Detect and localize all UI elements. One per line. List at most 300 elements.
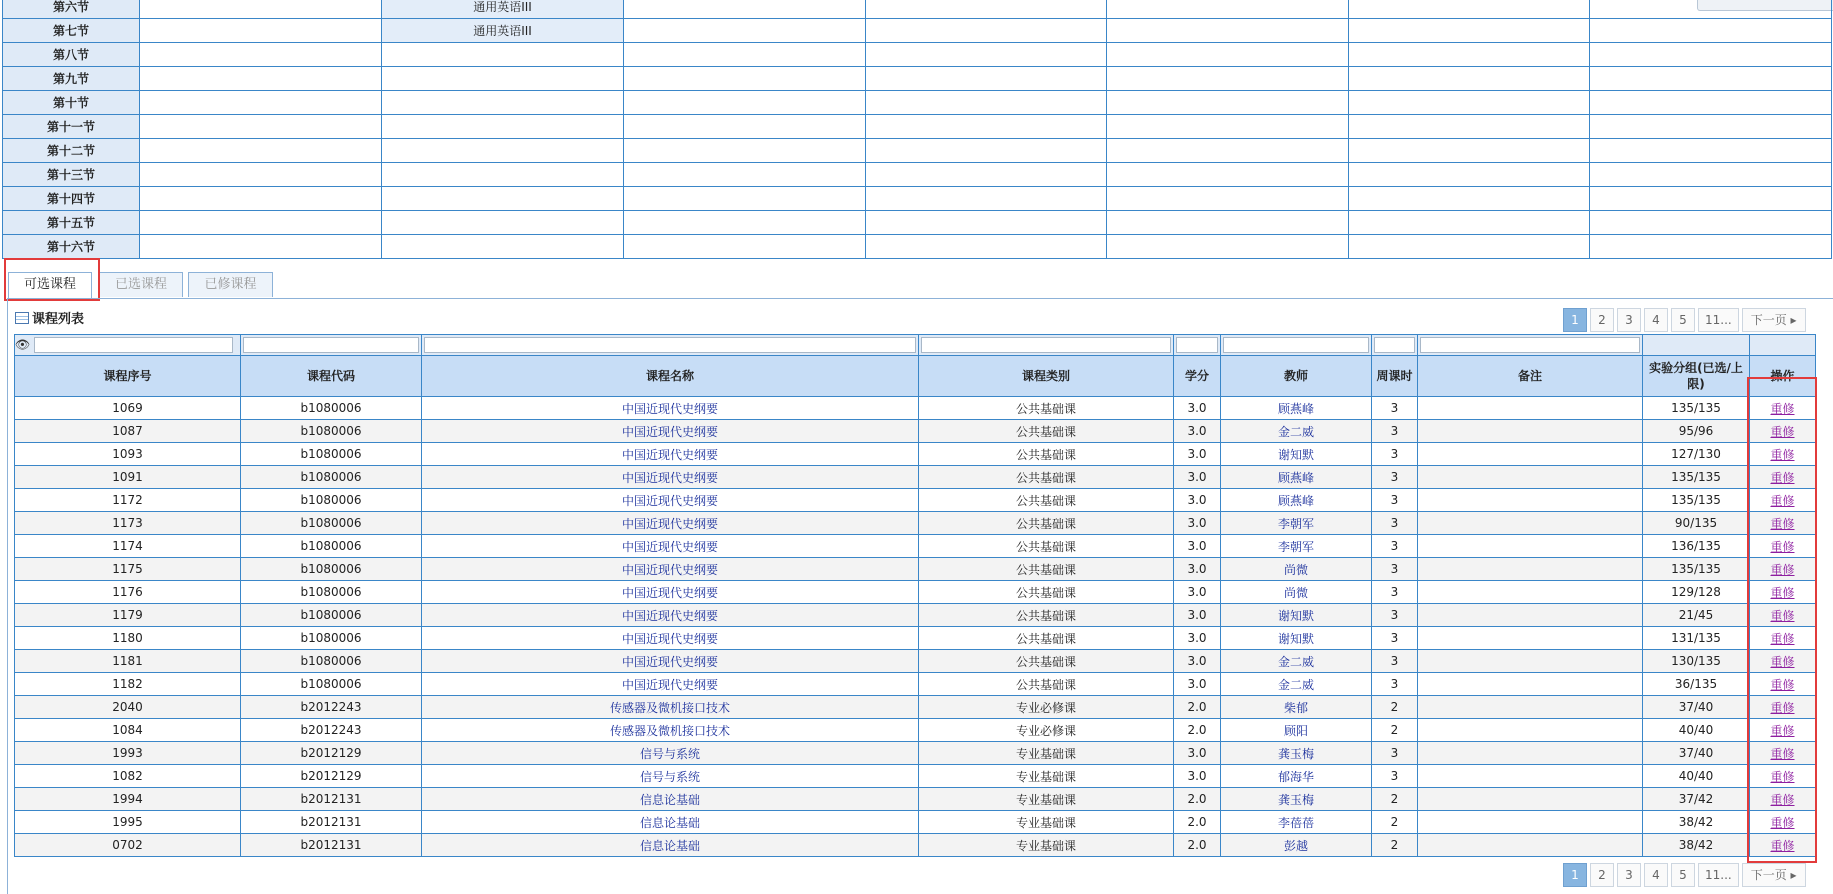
timetable-cell [382,211,624,235]
timetable-cell [1107,19,1349,43]
cell-col-remark [1418,604,1643,627]
panel-border [7,298,1833,299]
page-button[interactable]: 5 [1671,308,1695,332]
cell-col-credit: 3.0 [1174,627,1221,650]
timetable-cell [140,115,382,139]
teacher-link[interactable]: 金二威 [1277,654,1314,669]
course-name-link[interactable]: 中国近现代史纲要 [621,562,718,577]
timetable-cell [1590,139,1832,163]
cell-col-category: 专业基础课 [919,765,1174,788]
cell-col-teacher [1221,466,1372,489]
cell-col-credit: 3.0 [1174,466,1221,489]
cell-col-code: b1080006 [241,558,422,581]
period-label: 第六节 [3,0,140,19]
cell-col-category: 公共基础课 [919,627,1174,650]
timetable-row [3,19,1832,43]
timetable-cell [1107,43,1349,67]
header-col-category: 课程类别 [919,356,1174,397]
cell-col-remark [1418,489,1643,512]
period-label: 第十二节 [3,139,140,163]
cell-col-seq: 1091 [15,466,241,489]
tab-available-courses[interactable]: 可选课程 [8,272,92,300]
course-name-link[interactable]: 传感器及微机接口技术 [609,700,730,715]
course-name-link[interactable]: 中国近现代史纲要 [621,654,718,669]
cell-col-code: b2012131 [241,834,422,857]
cell-col-hours: 3 [1372,765,1418,788]
course-name-link[interactable]: 传感器及微机接口技术 [609,723,730,738]
timetable-cell [1107,91,1349,115]
cell-col-credit: 3.0 [1174,581,1221,604]
timetable-course-cell: 通用英语III [382,19,624,43]
timetable-cell [1349,235,1590,259]
timetable-cell [866,163,1107,187]
cell-col-code: b1080006 [241,489,422,512]
cell-col-action [1750,535,1816,558]
cell-col-lab-group: 21/45 [1643,604,1750,627]
timetable-cell [140,235,382,259]
timetable-cell [1590,67,1832,91]
pager-top [1563,308,1806,332]
cell-col-code: b2012131 [241,788,422,811]
course-name-link[interactable]: 中国近现代史纲要 [621,608,718,623]
course-name-link[interactable]: 信息论基础 [639,838,700,853]
retake-link[interactable]: 重修 [1770,470,1795,485]
timetable-row [3,67,1832,91]
timetable-cell [1107,139,1349,163]
teacher-link[interactable]: 谢知默 [1277,608,1314,623]
cell-col-code: b2012243 [241,696,422,719]
timetable-row [3,0,1832,19]
timetable-cell [624,163,866,187]
cell-col-credit: 3.0 [1174,420,1221,443]
table-row [15,673,1816,696]
cell-col-code: b1080006 [241,397,422,420]
cell-col-name [422,742,919,765]
timetable-cell [1107,115,1349,139]
next-page-button[interactable]: 下一页 ▸ [1742,863,1806,887]
cell-col-action [1750,788,1816,811]
page-button[interactable]: 11... [1698,863,1739,887]
timetable-cell [624,235,866,259]
teacher-link[interactable]: 顾燕峰 [1277,470,1314,485]
cell-col-teacher [1221,581,1372,604]
cell-col-lab-group: 135/135 [1643,466,1750,489]
timetable-cell [140,0,382,19]
teacher-link[interactable]: 李朝军 [1277,539,1314,554]
cell-col-seq: 1180 [15,627,241,650]
timetable-cell [866,19,1107,43]
timetable-cell [1590,187,1832,211]
timetable-cell [624,43,866,67]
timetable-cell [382,187,624,211]
table-row [15,627,1816,650]
cell-col-code: b1080006 [241,443,422,466]
cell-col-remark [1418,558,1643,581]
teacher-link[interactable]: 龚玉梅 [1277,746,1314,761]
table-row [15,742,1816,765]
table-row [15,604,1816,627]
timetable-cell [1590,91,1832,115]
filter-input-name[interactable] [424,337,916,353]
tab-selected-courses[interactable]: 已选课程 [99,272,183,297]
teacher-link[interactable]: 李朝军 [1277,516,1314,531]
cell-col-seq: 1181 [15,650,241,673]
cell-col-teacher [1221,765,1372,788]
filter-input-remark[interactable] [1420,337,1640,353]
retake-link[interactable]: 重修 [1770,608,1795,623]
timetable-cell [140,91,382,115]
timetable-cell [140,67,382,91]
teacher-link[interactable]: 谢知默 [1277,447,1314,462]
cell-col-seq: 1069 [15,397,241,420]
retake-link[interactable]: 重修 [1770,585,1795,600]
timetable-cell [1590,211,1832,235]
cell-col-lab-group: 37/40 [1643,696,1750,719]
timetable-cell [140,19,382,43]
cell-col-code: b1080006 [241,535,422,558]
binoculars-icon[interactable]: 👁 [15,337,31,352]
cell-col-remark [1418,512,1643,535]
timetable-row [3,211,1832,235]
cell-col-lab-group: 90/135 [1643,512,1750,535]
timetable-cell [382,139,624,163]
timetable-cell [1590,0,1832,19]
course-name-link[interactable]: 信息论基础 [639,792,700,807]
cell-col-category: 公共基础课 [919,535,1174,558]
course-name-link[interactable]: 中国近现代史纲要 [621,401,718,416]
cell-col-hours: 3 [1372,673,1418,696]
cell-col-teacher [1221,535,1372,558]
cell-col-hours: 3 [1372,466,1418,489]
cell-col-hours: 3 [1372,650,1418,673]
teacher-link[interactable]: 彭越 [1283,838,1308,853]
cell-col-remark [1418,466,1643,489]
table-row [15,489,1816,512]
cell-col-code: b2012129 [241,742,422,765]
cell-col-credit: 3.0 [1174,742,1221,765]
timetable-cell [1349,115,1590,139]
cell-col-code: b1080006 [241,604,422,627]
cell-col-name [422,535,919,558]
period-label: 第十六节 [3,235,140,259]
header-col-credit: 学分 [1174,356,1221,397]
cell-col-credit: 2.0 [1174,788,1221,811]
timetable-row [3,187,1832,211]
course-name-link[interactable]: 中国近现代史纲要 [621,585,718,600]
timetable-cell [866,139,1107,163]
retake-link[interactable]: 重修 [1770,700,1795,715]
cell-col-seq: 1084 [15,719,241,742]
cell-col-lab-group: 38/42 [1643,811,1750,834]
cell-col-teacher [1221,420,1372,443]
cell-col-name [422,604,919,627]
cell-col-action [1750,420,1816,443]
cell-col-remark [1418,765,1643,788]
cell-col-hours: 3 [1372,627,1418,650]
retake-link[interactable]: 重修 [1770,562,1795,577]
timetable-cell [1590,43,1832,67]
course-name-link[interactable]: 信号与系统 [639,769,700,784]
cell-col-credit: 2.0 [1174,811,1221,834]
filter-input-code[interactable] [243,337,419,353]
timetable-cell [866,115,1107,139]
teacher-link[interactable]: 顾燕峰 [1277,493,1314,508]
filter-input-seq[interactable] [34,337,233,353]
cell-col-credit: 3.0 [1174,535,1221,558]
teacher-link[interactable]: 李蓓蓓 [1277,815,1314,830]
cell-col-name [422,420,919,443]
timetable-cell [1107,211,1349,235]
timetable-cell [624,115,866,139]
timetable-cell [866,91,1107,115]
cell-col-credit: 3.0 [1174,443,1221,466]
cell-col-code: b1080006 [241,581,422,604]
timetable-cell [140,139,382,163]
page-button[interactable]: 1 [1563,308,1587,332]
cell-col-remark [1418,811,1643,834]
panel-border-left [7,298,8,894]
table-row [15,443,1816,466]
timetable-cell [140,43,382,67]
timetable-cell [1349,67,1590,91]
table-row [15,397,1816,420]
teacher-link[interactable]: 金二威 [1277,424,1314,439]
teacher-link[interactable]: 郁海华 [1277,769,1314,784]
retake-link[interactable]: 重修 [1770,516,1795,531]
header-col-action: 操作 [1750,356,1816,397]
cell-col-action [1750,696,1816,719]
cell-col-action [1750,765,1816,788]
retake-link[interactable]: 重修 [1770,792,1795,807]
cell-col-code: b1080006 [241,420,422,443]
cell-col-credit: 3.0 [1174,558,1221,581]
header-col-hours: 周课时 [1372,356,1418,397]
filter-input-credit[interactable] [1176,337,1218,353]
retake-link[interactable]: 重修 [1770,493,1795,508]
teacher-link[interactable]: 柴郁 [1283,700,1308,715]
retake-link[interactable]: 重修 [1770,424,1795,439]
course-name-link[interactable]: 中国近现代史纲要 [621,447,718,462]
cell-col-action [1750,811,1816,834]
page-button[interactable]: 5 [1671,863,1695,887]
cell-col-hours: 2 [1372,696,1418,719]
timetable-cell [140,163,382,187]
timetable-cell [1349,187,1590,211]
cell-col-seq: 1176 [15,581,241,604]
header-col-code: 课程代码 [241,356,422,397]
teacher-link[interactable]: 尚微 [1283,562,1308,577]
course-name-link[interactable]: 中国近现代史纲要 [621,631,718,646]
cell-col-remark [1418,650,1643,673]
retake-link[interactable]: 重修 [1770,723,1795,738]
cell-col-code: b2012129 [241,765,422,788]
cell-col-hours: 3 [1372,489,1418,512]
filter-input-category[interactable] [921,337,1171,353]
teacher-link[interactable]: 谢知默 [1277,631,1314,646]
retake-link[interactable]: 重修 [1770,815,1795,830]
cell-col-action [1750,581,1816,604]
cell-col-action [1750,558,1816,581]
cell-col-remark [1418,719,1643,742]
cell-col-seq: 1995 [15,811,241,834]
cell-col-action [1750,512,1816,535]
cell-col-remark [1418,788,1643,811]
cell-col-teacher [1221,788,1372,811]
cell-col-hours: 3 [1372,581,1418,604]
retake-link[interactable]: 重修 [1770,447,1795,462]
cell-col-credit: 2.0 [1174,834,1221,857]
course-name-link[interactable]: 中国近现代史纲要 [621,677,718,692]
cell-col-remark [1418,581,1643,604]
tab-completed-courses[interactable]: 已修课程 [188,272,273,297]
cell-col-category: 公共基础课 [919,420,1174,443]
retake-link[interactable]: 重修 [1770,838,1795,853]
cell-col-credit: 3.0 [1174,489,1221,512]
list-title [15,308,84,327]
table-row [15,696,1816,719]
teacher-link[interactable]: 顾燕峰 [1277,401,1314,416]
teacher-link[interactable]: 尚微 [1283,585,1308,600]
course-name-link[interactable]: 信号与系统 [639,746,700,761]
cell-col-hours: 3 [1372,558,1418,581]
course-name-link[interactable]: 中国近现代史纲要 [621,424,718,439]
cell-col-category: 公共基础课 [919,581,1174,604]
course-name-link[interactable]: 中国近现代史纲要 [621,539,718,554]
timetable-cell [866,187,1107,211]
cell-col-teacher [1221,696,1372,719]
cell-col-name [422,673,919,696]
cell-col-lab-group: 37/40 [1643,742,1750,765]
cell-col-lab-group: 36/135 [1643,673,1750,696]
cell-col-category: 公共基础课 [919,604,1174,627]
cell-col-name [422,558,919,581]
cell-col-lab-group: 135/135 [1643,397,1750,420]
retake-link[interactable]: 重修 [1770,746,1795,761]
page-button[interactable]: 2 [1590,863,1614,887]
timetable-cell [866,0,1107,19]
cell-col-seq: 1173 [15,512,241,535]
page-button[interactable]: 4 [1644,863,1668,887]
header-col-remark: 备注 [1418,356,1643,397]
page-button[interactable]: 2 [1590,308,1614,332]
cell-col-name [422,489,919,512]
page-button[interactable]: 4 [1644,308,1668,332]
timetable-cell [624,91,866,115]
page-button[interactable]: 3 [1617,863,1641,887]
period-label: 第十节 [3,91,140,115]
timetable-cell [1349,163,1590,187]
page-button[interactable]: 11... [1698,308,1739,332]
cell-col-remark [1418,696,1643,719]
timetable-cell [1107,163,1349,187]
cell-col-hours: 2 [1372,788,1418,811]
retake-link[interactable]: 重修 [1770,654,1795,669]
timetable-cell [382,235,624,259]
cell-col-credit: 3.0 [1174,765,1221,788]
page-button[interactable]: 1 [1563,863,1587,887]
period-label: 第十四节 [3,187,140,211]
retake-link[interactable]: 重修 [1770,677,1795,692]
cell-col-teacher [1221,604,1372,627]
retake-link[interactable]: 重修 [1770,769,1795,784]
filter-cell-0 [15,335,241,356]
cell-col-category: 公共基础课 [919,397,1174,420]
cell-col-name [422,443,919,466]
cell-col-lab-group: 95/96 [1643,420,1750,443]
retake-link[interactable]: 重修 [1770,401,1795,416]
table-row [15,719,1816,742]
cell-col-lab-group: 135/135 [1643,558,1750,581]
course-name-link[interactable]: 中国近现代史纲要 [621,516,718,531]
timetable-cell [1349,139,1590,163]
cell-col-remark [1418,535,1643,558]
cell-col-action [1750,673,1816,696]
cell-col-category: 专业基础课 [919,788,1174,811]
page-button[interactable]: 3 [1617,308,1641,332]
teacher-link[interactable]: 金二威 [1277,677,1314,692]
teacher-link[interactable]: 顾阳 [1283,723,1308,738]
teacher-link[interactable]: 龚玉梅 [1277,792,1314,807]
cell-col-teacher [1221,489,1372,512]
cell-col-action [1750,604,1816,627]
timetable-row [3,91,1832,115]
cell-col-seq: 1082 [15,765,241,788]
timetable-course-cell: 通用英语III [382,0,624,19]
timetable-cell [1349,91,1590,115]
retake-link[interactable]: 重修 [1770,539,1795,554]
table-row [15,512,1816,535]
cell-col-category: 公共基础课 [919,512,1174,535]
cell-col-seq: 0702 [15,834,241,857]
cell-col-remark [1418,627,1643,650]
cell-col-teacher [1221,650,1372,673]
list-icon [15,312,29,324]
retake-link[interactable]: 重修 [1770,631,1795,646]
cell-col-lab-group: 38/42 [1643,834,1750,857]
course-name-link[interactable]: 中国近现代史纲要 [621,470,718,485]
course-name-link[interactable]: 中国近现代史纲要 [621,493,718,508]
header-col-seq: 课程序号 [15,356,241,397]
timetable-cell [1349,211,1590,235]
cell-col-category: 专业必修课 [919,696,1174,719]
period-label: 第七节 [3,19,140,43]
cell-col-teacher [1221,673,1372,696]
timetable-cell [866,43,1107,67]
filter-input-teacher[interactable] [1223,337,1369,353]
list-title-text: 课程列表 [32,312,85,327]
next-page-button[interactable]: 下一页 ▸ [1742,308,1806,332]
cell-col-action [1750,834,1816,857]
header-col-lab-group: 实验分组(已选/上限) [1643,356,1750,397]
cell-col-category: 专业基础课 [919,811,1174,834]
cell-col-name [422,696,919,719]
cell-col-seq: 1993 [15,742,241,765]
cell-col-category: 专业基础课 [919,742,1174,765]
cell-col-teacher [1221,443,1372,466]
table-row [15,466,1816,489]
timetable-cell [624,187,866,211]
timetable-cell [866,211,1107,235]
cell-col-code: b1080006 [241,627,422,650]
cell-col-seq: 1182 [15,673,241,696]
cell-col-category: 公共基础课 [919,443,1174,466]
timetable-cell [1107,187,1349,211]
cell-col-name [422,788,919,811]
course-name-link[interactable]: 信息论基础 [639,815,700,830]
filter-input-hours[interactable] [1374,337,1415,353]
cell-col-hours: 3 [1372,535,1418,558]
cell-col-hours: 2 [1372,834,1418,857]
